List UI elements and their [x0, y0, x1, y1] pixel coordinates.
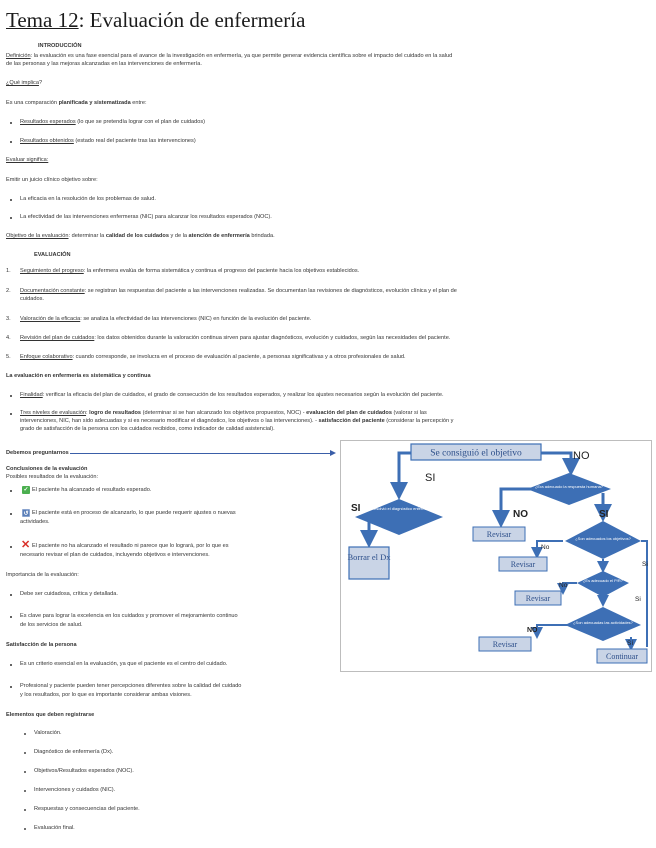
- diamond-pr: [577, 571, 629, 597]
- diamond-resolvio-label: Se resolvió el diagnóstico enfermero: [366, 506, 432, 511]
- label-no-3: No: [541, 544, 550, 551]
- revisar-label: Revisar: [525, 594, 551, 603]
- elemento-item: Objetivos/Resultados esperados (NOC).: [34, 768, 134, 774]
- resultados-obtenidos-text: (estado real del paciente tras las intervenciones): [73, 138, 196, 144]
- label-si-6: Sí: [627, 640, 634, 647]
- posibles-resultados: Posibles resultados de la evaluación:: [6, 474, 99, 480]
- title-prefix: Tema 12: [6, 8, 79, 32]
- resultados-esperados-text: (lo que se pretendía lograr con el plan de cuidados): [75, 119, 206, 125]
- item-text: : los datos obtenidos durante la valoración continua sirven para ajustar diagnósticos, evolución y cuidados, según las necesidades del paciente.: [94, 335, 451, 341]
- list-item: [20, 268, 359, 275]
- tres-niveles-b: logro de resultados: [89, 410, 142, 416]
- flow-edge: [541, 453, 571, 473]
- que-implica-end: ?: [38, 80, 43, 86]
- bullet: [10, 141, 12, 143]
- bullet: [10, 686, 12, 688]
- bullet: [24, 828, 26, 830]
- tres-niveles-c: (determinar si se han alcanzado los objetivos propuestos, NOC) -: [141, 410, 307, 416]
- bullet: [10, 122, 12, 124]
- item-text: : se analiza la efectividad de las intervenciones (NIC) en función de la evolución del paciente.: [80, 316, 312, 322]
- resultado-2b: actividades.: [20, 519, 50, 525]
- bullet: [10, 594, 12, 596]
- tres-niveles-line2c: (considerar la percepción y: [384, 418, 454, 424]
- flow-edge: [641, 541, 647, 647]
- tres-niveles-line2: [20, 418, 453, 425]
- bullet: [10, 664, 12, 666]
- item-number: 2.: [6, 288, 11, 294]
- continuar-label: Continuar: [606, 652, 638, 661]
- bullet: [24, 771, 26, 773]
- cross-icon: ✕: [21, 539, 31, 551]
- importancia-2: Es clave para lograr la excelencia en los cuidados y promover el mejoramiento continuo: [20, 613, 238, 619]
- item-number: 4.: [6, 335, 11, 341]
- diamond-actividades-label: ¿Son adecuadas las actividades?: [573, 620, 633, 625]
- tres-niveles-line2b: satisfacción del paciente: [318, 418, 385, 424]
- list-item: [20, 288, 457, 295]
- bullet: [24, 752, 26, 754]
- diamond-respuesta: [527, 473, 611, 505]
- que-implica-label: ¿Qué implica: [6, 80, 39, 86]
- importancia-2b: de los servicios de salud.: [20, 622, 83, 628]
- tres-niveles-a: :: [86, 410, 90, 416]
- item-number: 1.: [6, 268, 11, 274]
- revisar-label: Revisar: [486, 530, 512, 539]
- definicion-text-2: de las personas y las mejoras alcanzadas en las intervenciones de enfermería.: [6, 61, 202, 67]
- objetivo-label: Objetivo de la evaluación: [6, 233, 69, 239]
- page-title: [6, 8, 305, 33]
- efectividad: La efectividad de las intervenciones enfermeras (NIC) para alcanzar los resultados esperados (NOC).: [20, 214, 272, 220]
- item-text: : se registran las respuestas del paciente a las intervenciones realizadas. Se documentan las revisiones de diagnósticos, evolución clínica y el plan de: [84, 288, 457, 294]
- revisar-label: Revisar: [510, 560, 536, 569]
- label-si-3: SI: [599, 509, 609, 520]
- resultados-esperados: [20, 119, 205, 126]
- objetivo-evaluacion: [6, 233, 275, 240]
- item-text: : cuando corresponde, se involucra en el proceso de evaluación al paciente, a personas significativas y a otros profesionales de salud.: [72, 354, 406, 360]
- item-label: Valoración de la eficacia: [20, 316, 81, 322]
- conclusiones-heading: Conclusiones de la evaluación: [6, 466, 88, 472]
- definicion-paragraph: [6, 53, 651, 60]
- bullet: [10, 490, 12, 492]
- definicion-label: Definición: [6, 53, 31, 59]
- bullet: [10, 513, 12, 515]
- sistematica-heading: La evaluación en enfermería es sistemática y continua: [6, 373, 151, 379]
- item-number: 3.: [6, 316, 11, 322]
- flowchart-svg: [341, 441, 651, 671]
- importancia: Importancia de la evaluación:: [6, 572, 79, 578]
- list-item: [20, 316, 311, 323]
- item-label: Seguimiento del progreso: [20, 268, 84, 274]
- bullet: [10, 217, 12, 219]
- comparacion-a: Es una comparación: [6, 100, 59, 106]
- evaluation-flowchart: [340, 440, 652, 672]
- resultado-2: El paciente está en proceso de alcanzarlo, lo que puede requerir ajustes o nuevas: [32, 510, 236, 516]
- resultados-obtenidos: [20, 138, 196, 145]
- tres-niveles-label: Tres niveles de evaluación: [20, 410, 87, 416]
- tres-niveles-e: (valorar si las: [391, 410, 427, 416]
- label-no-top: NO: [573, 450, 590, 462]
- label-si-2: SI: [351, 503, 361, 514]
- arrow-line: [70, 453, 332, 454]
- borrar-label: Borrar el Dx: [347, 552, 391, 562]
- definicion-text: : la evaluación es una fase esencial para el avance de la investigación en enfermería, ya que permite generar evidencia científica sobre el impacto del cuidado en la salud: [30, 53, 453, 59]
- list-item: [20, 354, 406, 361]
- bullet: [24, 790, 26, 792]
- item-label: Enfoque colaborativo: [20, 354, 73, 360]
- emitir-juicio: Emitir un juicio clínico objetivo sobre:: [6, 177, 98, 183]
- label-si-left: SI: [425, 472, 436, 484]
- tres-niveles-line3: grado de satisfacción de la persona con los cuidados recibidos, como indicador de calidad asistencial).: [20, 426, 275, 432]
- finalidad-text: : verificar la eficacia del plan de cuidados, el grado de consecución de los resultados esperados, y realizar los ajustes necesarios según la evolución del paciente.: [42, 392, 444, 398]
- objetivo-e: brindada.: [249, 233, 275, 239]
- bullet: [10, 199, 12, 201]
- tres-niveles-line2a: intervenciones, NIC, han sido adecuadas y si es necesario modificar el diagnóstico, los objetivos o las intervenciones). -: [20, 418, 319, 424]
- objetivo-c: y de la: [168, 233, 189, 239]
- item-text: : la enfermera evalúa de forma sistemática y continua el progreso del paciente hacia los objetivos establecidos.: [83, 268, 360, 274]
- objetivo-d: atención de enfermería: [188, 233, 250, 239]
- finalidad-label: Finalidad: [20, 392, 43, 398]
- item-number: 5.: [6, 354, 11, 360]
- objetivo-a: : determinar la: [68, 233, 106, 239]
- elemento-item: Respuestas y consecuencias del paciente.: [34, 806, 140, 812]
- label-no-2: NO: [513, 509, 528, 520]
- evaluacion-heading: EVALUACIÓN: [34, 252, 71, 258]
- que-implica: [6, 80, 42, 87]
- finalidad: [20, 392, 444, 399]
- tres-niveles: [20, 410, 427, 417]
- resultado-3: El paciente no ha alcanzado el resultado ni parece que lo logrará, por lo que es: [32, 543, 229, 549]
- eficacia: La eficacia en la resolución de los problemas de salud.: [20, 196, 156, 202]
- revisar-label: Revisar: [492, 640, 518, 649]
- debemos-preguntarnos: Debemos preguntarnos: [6, 450, 69, 456]
- bullet: [10, 413, 12, 415]
- satisfaccion-2: Profesional y paciente pueden tener percepciones diferentes sobre la calidad del cuidado: [20, 683, 242, 689]
- item-label: Revisión del plan de cuidados: [20, 335, 95, 341]
- importancia-1: Debe ser cuidadosa, crítica y detallada.: [20, 591, 118, 597]
- satisfaccion-2b: y los resultados, por lo que es importante considerar ambas visiones.: [20, 692, 192, 698]
- elemento-item: Valoración.: [34, 730, 62, 736]
- resultados-obtenidos-label: Resultados obtenidos: [20, 138, 74, 144]
- item-label: Documentación constante: [20, 288, 85, 294]
- label-si-5: Si: [635, 596, 641, 603]
- bullet: [24, 733, 26, 735]
- item-text-2: cuidados.: [20, 296, 44, 302]
- objetivo-b: calidad de los cuidados: [105, 233, 169, 239]
- resultado-3b: necesario revisar el plan de cuidados, incluyendo objetivos e intervenciones.: [20, 552, 210, 558]
- satisfaccion-heading: Satisfacción de la persona: [6, 642, 77, 648]
- bullet: [10, 395, 12, 397]
- arrow-right-icon: [330, 450, 336, 456]
- check-icon: ✓: [23, 487, 29, 493]
- title-rest: : Evaluación de enfermería: [78, 8, 306, 32]
- elemento-item: Diagnóstico de enfermería (Dx).: [34, 749, 114, 755]
- label-no-4: No: [559, 582, 568, 589]
- list-item: [20, 335, 450, 342]
- label-si-4: Si: [642, 561, 648, 568]
- bullet: [24, 809, 26, 811]
- elemento-item: Evaluación final.: [34, 825, 75, 831]
- bullet: [10, 546, 12, 548]
- resultados-esperados-label: Resultados esperados: [20, 119, 76, 125]
- elementos-heading: Elementos que deben registrarse: [6, 712, 95, 718]
- evaluar-significa: Evaluar significa:: [6, 157, 49, 163]
- flow-edge: [399, 453, 411, 497]
- label-no-5: NO: [527, 627, 538, 634]
- top-box-label: Se consiguió el objetivo: [430, 448, 522, 459]
- resultado-1: El paciente ha alcanzado el resultado esperado.: [32, 487, 152, 493]
- satisfaccion-1: Es un criterio esencial en la evaluación, ya que el paciente es el centro del cuidado.: [20, 661, 228, 667]
- diamond-objetivos-label: ¿Son adecuados los objetivos?: [575, 536, 631, 541]
- bullet: [10, 616, 12, 618]
- elemento-item: Intervenciones y cuidados (NIC).: [34, 787, 116, 793]
- diamond-pr-label: ¿Es adecuado el P/R?: [582, 578, 624, 583]
- diamond-respuesta-label: ¿Era adecuado la respuesta humana?: [534, 484, 604, 489]
- comparacion-b: planificada y sistematizada: [58, 100, 131, 106]
- comparacion-c: entre:: [130, 100, 147, 106]
- tres-niveles-d: evaluación del plan de cuidados: [306, 410, 392, 416]
- comparacion-line: [6, 100, 147, 107]
- in-progress-icon: ↺: [23, 511, 29, 517]
- intro-heading: INTRODUCCIÓN: [38, 43, 82, 49]
